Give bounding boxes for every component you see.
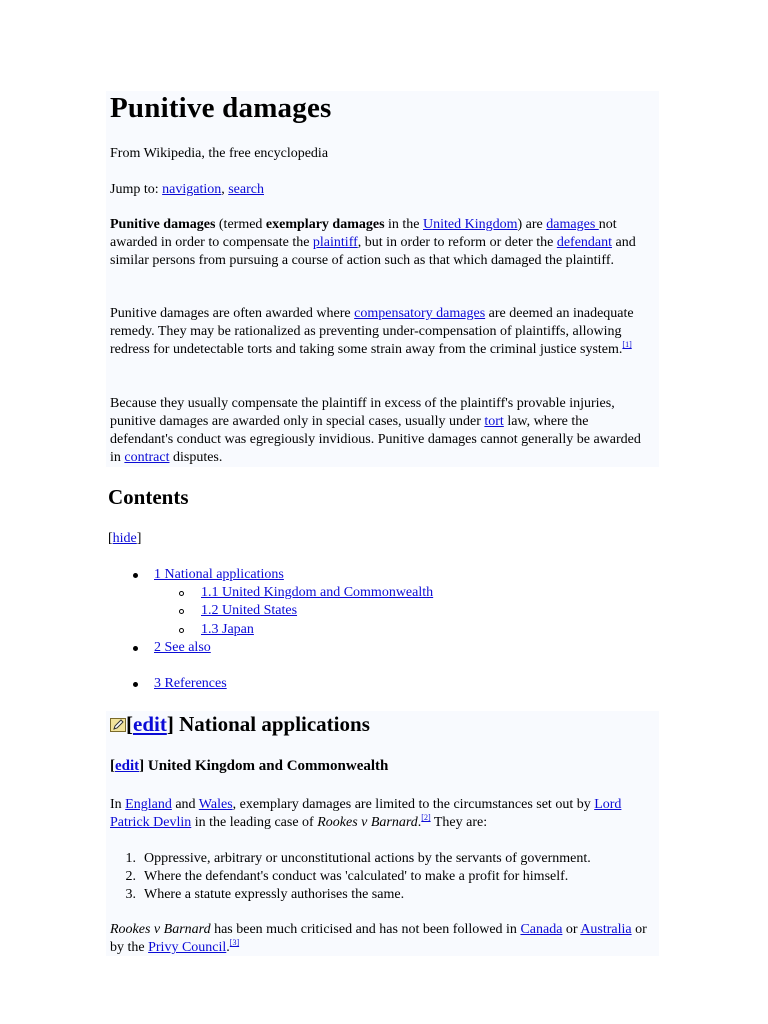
text: .: [417, 815, 422, 830]
intro-paragraph-3: [110, 395, 655, 467]
uk-paragraph: [110, 796, 655, 832]
reference-3-link[interactable]: [3]: [229, 938, 240, 947]
term-punitive: Punitive damages: [110, 217, 216, 232]
text: (termed: [215, 217, 266, 232]
toc-item-united-states[interactable]: 1.2 United States: [201, 603, 298, 618]
link-privy-council[interactable]: Privy Council: [148, 940, 227, 955]
section-heading-text: National applications: [173, 712, 370, 736]
bullet: [179, 628, 184, 633]
jump-prefix: Jump to:: [110, 182, 163, 197]
text: and: [171, 797, 199, 812]
list-item: [110, 868, 660, 886]
text: not awarded in order to compensate the: [110, 217, 617, 250]
page-title: Punitive damages: [110, 92, 332, 124]
text: Because they usually compensate the plaintiff in excess of the plaintiff's provable injuries, punitive damages are awarded only in special cases, usually under: [110, 396, 615, 429]
text: in the leading case of: [191, 815, 318, 830]
jump-to: [110, 181, 655, 199]
case-name: Rookes v Barnard: [110, 922, 211, 937]
section-heading-national-applications: [110, 712, 370, 737]
text: In: [110, 797, 126, 812]
text: or by the: [110, 922, 647, 955]
link-compensatory-damages[interactable]: compensatory damages: [354, 306, 486, 321]
text: or: [562, 922, 581, 937]
toc-heading: Contents: [108, 485, 189, 509]
text: has been much criticised and has not been followed in: [210, 922, 521, 937]
bracket: [: [108, 531, 113, 546]
link-contract[interactable]: contract: [124, 450, 170, 465]
jump-navigation-link[interactable]: navigation: [162, 182, 222, 197]
intro-paragraph-2: [110, 305, 655, 359]
toc-item-japan[interactable]: 1.3 Japan: [201, 622, 254, 637]
text: law, where the defendant's conduct was egregiously invidious. Punitive damages cannot generally be awarded in: [110, 414, 641, 465]
link-united-kingdom[interactable]: United Kingdom: [423, 217, 518, 232]
list-text: Where a statute expressly authorises the same.: [144, 887, 405, 902]
list-number: 1.: [125, 851, 136, 866]
tagline: From Wikipedia, the free encyclopedia: [110, 146, 329, 161]
toc-hide-toggle: [108, 530, 141, 548]
reference-1-link[interactable]: [1]: [622, 340, 632, 349]
text: are deemed an inadequate remedy. They may be rationalized as preventing under-compensation of plaintiffs, allowing redress for undetectable torts and taking some strain away from the criminal justice system.: [110, 306, 634, 357]
toc-item-uk-commonwealth[interactable]: 1.1 United Kingdom and Commonwealth: [201, 585, 434, 600]
text: in the: [384, 217, 424, 232]
bullet: [133, 682, 138, 687]
reference-2-link[interactable]: [2]: [421, 813, 431, 822]
list-number: 3.: [125, 887, 136, 902]
link-lord-patrick-devlin[interactable]: Lord Patrick Devlin: [110, 797, 622, 830]
toc-item-references[interactable]: 3 References: [154, 676, 227, 691]
list-text: Oppressive, arbitrary or unconstitutional actions by the servants of government.: [144, 851, 591, 866]
bracket: ]: [166, 712, 174, 736]
bracket: [: [126, 712, 133, 736]
list-text: Where the defendant's conduct was 'calculated' to make a profit for himself.: [144, 869, 569, 884]
section-panel: [106, 711, 659, 956]
jump-search-link[interactable]: search: [228, 182, 264, 197]
list-item: [110, 886, 660, 904]
subsection-edit-link[interactable]: edit: [115, 758, 140, 774]
edit-pencil-icon[interactable]: [110, 718, 126, 732]
link-wales[interactable]: Wales: [198, 797, 233, 812]
bracket: ]: [139, 758, 145, 774]
case-name: Rookes v Barnard: [317, 815, 418, 830]
intro-paragraph-1: [110, 216, 655, 270]
link-plaintiff[interactable]: plaintiff: [312, 235, 358, 250]
text: ) are: [517, 217, 547, 232]
bullet: [133, 646, 138, 651]
link-canada[interactable]: Canada: [520, 922, 563, 937]
term-exemplary: exemplary damages: [265, 217, 385, 232]
subsection-heading-uk: [110, 758, 388, 775]
text: and similar persons from pursuing a course of action such as that which damaged the plaintiff.: [110, 235, 636, 268]
jump-comma: ,: [221, 182, 229, 197]
bullet: [179, 591, 184, 596]
bracket: [: [110, 758, 115, 774]
circumstances-list: [110, 850, 660, 904]
criticism-paragraph: [110, 921, 655, 957]
link-england[interactable]: England: [125, 797, 172, 812]
toc-item-national-applications[interactable]: 1 National applications: [154, 567, 284, 582]
bullet: [179, 609, 184, 614]
text: .: [226, 940, 230, 955]
bullet: [133, 573, 138, 578]
toc-item-see-also[interactable]: 2 See also: [154, 640, 211, 655]
text: Punitive damages are often awarded where: [110, 306, 355, 321]
subsection-heading-text: United Kingdom and Commonwealth: [144, 758, 389, 774]
bracket: ]: [136, 531, 142, 546]
text: disputes.: [169, 450, 223, 465]
link-damages[interactable]: damages: [546, 217, 599, 232]
link-australia[interactable]: Australia: [580, 922, 632, 937]
text: , exemplary damages are limited to the circumstances set out by: [232, 797, 595, 812]
toc-hide-link[interactable]: hide: [112, 531, 137, 546]
list-number: 2.: [125, 869, 136, 884]
link-tort[interactable]: tort: [484, 414, 504, 429]
text: They are:: [430, 815, 488, 830]
link-defendant[interactable]: defendant: [556, 235, 613, 250]
list-item: [110, 850, 660, 868]
text: , but in order to reform or deter the: [357, 235, 557, 250]
section-edit-link[interactable]: edit: [133, 712, 167, 736]
